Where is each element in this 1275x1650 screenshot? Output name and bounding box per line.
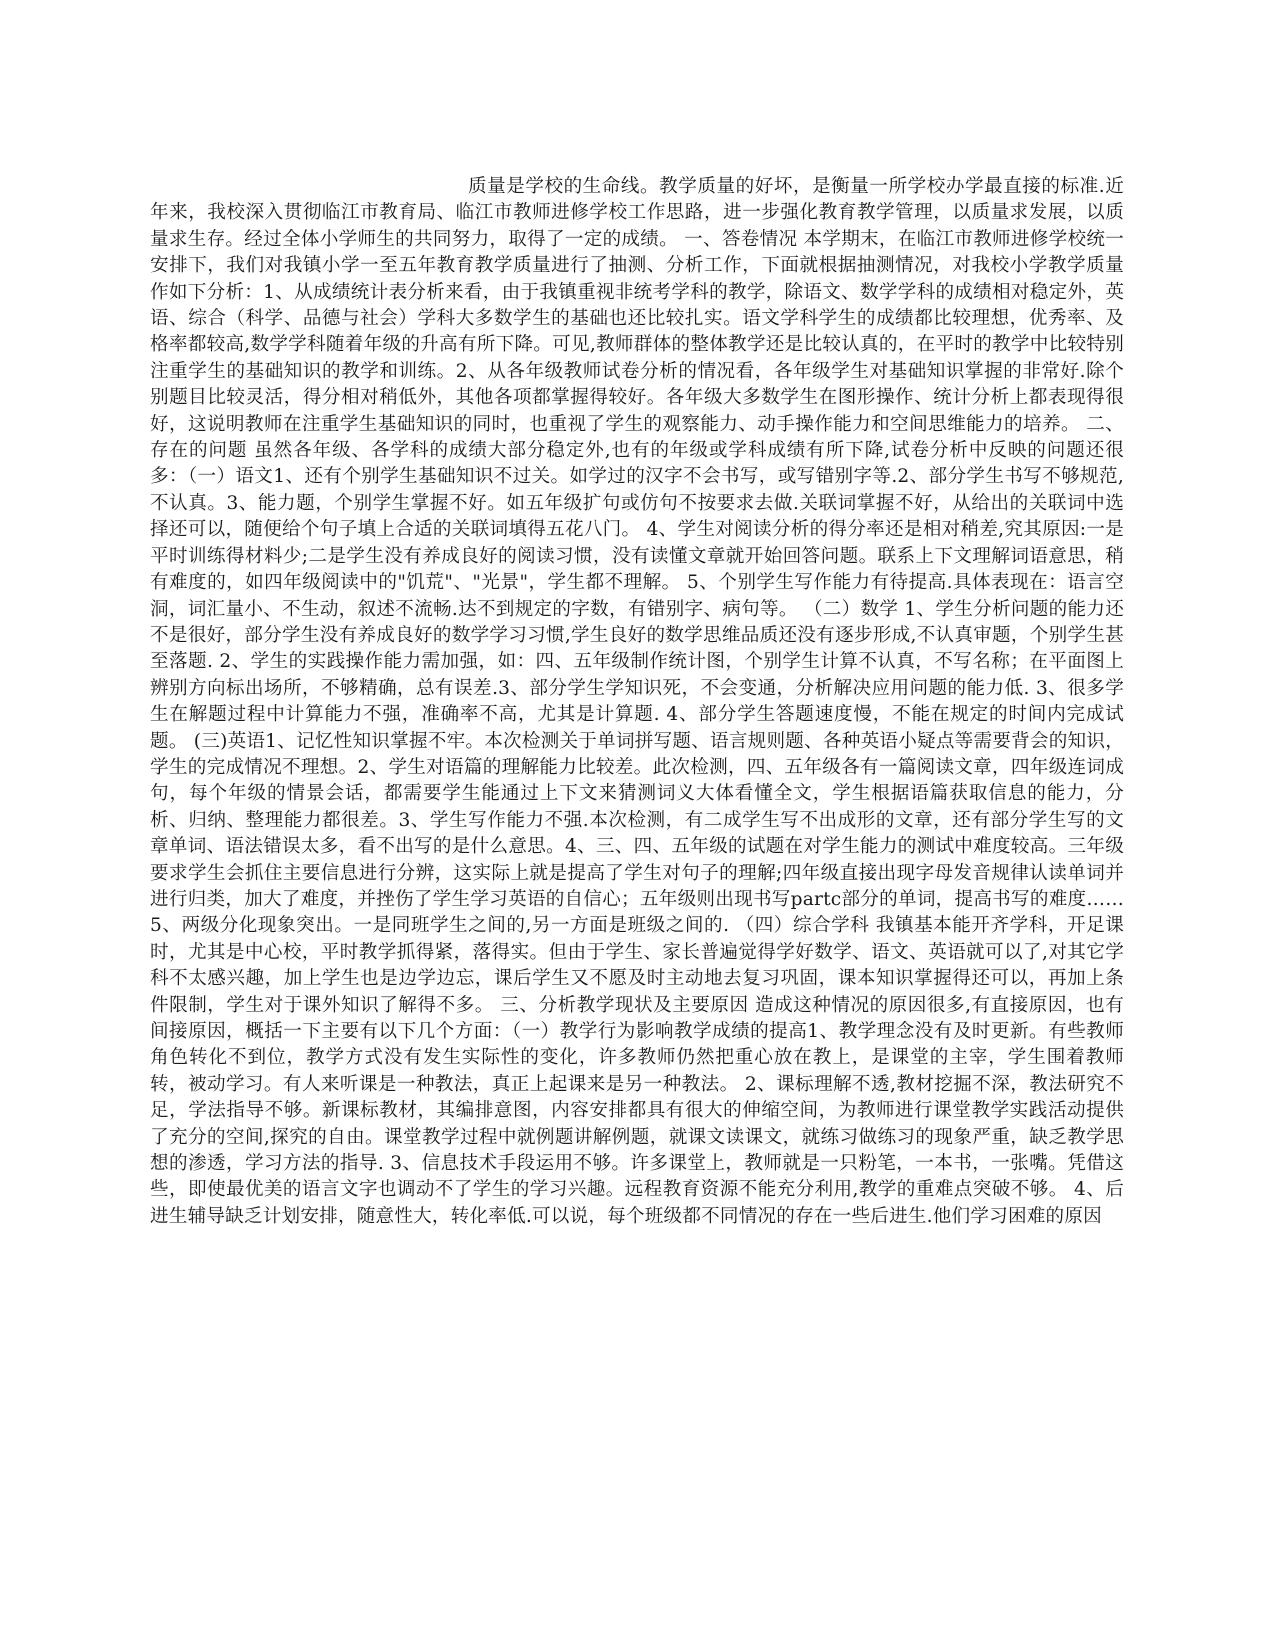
body-paragraph: 质量是学校的生命线。教学质量的好坏，是衡量一所学校办学最直接的标准.近年来，我校深入贯彻临江市教育局、临江市教师进修学校工作思路，进一步强化教育教学管理，以质量求发展，以质量求生存。经过全体小学师生的共同努力，取得了一定的成绩。 一、答卷情况 本学期末，在临江市教师进修学校统一安排下，我们对我镇小学一至五年教育教学质量进行了抽测、分析工作，下面就根据抽测情况，对我校小学教学质量作如下分析：1、从成绩统计表分析来看，由于我镇重视非统考学科的教学，除语文、数学学科的成绩相对稳定外，英语、综合（科学、品德与社会）学科大多数学生的基础也还比较扎实。语文学科学生的成绩都比较理想，优秀率、及格率都较高,数学学科随着年级的升高有所下降。可见,教师群体的整体教学还是比较认真的，在平时的教学中比较特别注重学生的基础知识的教学和训练。2、从各年级教师试卷分析的情况看，各年级学生对基础知识掌握的非常好.除个别题目比较灵活，得分相对稍低外，其他各项都掌握得较好。各年级大多数学生在图形操作、统计分析上都表现得很好，这说明教师在注重学生基础知识的同时，也重视了学生的观察能力、动手操作能力和空间思维能力的培养。 二、存在的问题 虽然各年级、各学科的成绩大部分稳定外,也有的年级或学科成绩有所下降,试卷分析中反映的问题还很多：（一）语文1、还有个别学生基础知识不过关。如学过的汉字不会书写，或写错别字等.2、部分学生书写不够规范,不认真。3、能力题，个别学生掌握不好。如五年级扩句或仿句不按要求去做.关联词掌握不好，从给出的关联词中选择还可以，随便给个句子填上合适的关联词填得五花八门。 4、学生对阅读分析的得分率还是相对稍差,究其原因:一是平时训练得材料少;二是学生没有养成良好的阅读习惯，没有读懂文章就开始回答问题。联系上下文理解词语意思，稍有难度的，如四年级阅读中的"饥荒"、"光景"，学生都不理解。 5、个别学生写作能力有待提高.具体表现在：语言空洞，词汇量小、不生动，叙述不流畅.达不到规定的字数，有错别字、病句等。 （二）数学 1、学生分析问题的能力还不是很好，部分学生没有养成良好的数学学习习惯,学生良好的数学思维品质还没有逐步形成,不认真审题，个别学生甚至落题. 2、学生的实践操作能力需加强，如：四、五年级制作统计图，个别学生计算不认真，不写名称；在平面图上辨别方向标出场所，不够精确，总有误差.3、部分学生学知识死，不会变通，分析解决应用问题的能力低. 3、很多学生在解题过程中计算能力不强，准确率不高，尤其是计算题. 4、部分学生答题速度慢，不能在规定的时间内完成试题。 (三)英语1、记忆性知识掌握不牢。本次检测关于单词拼写题、语言规则题、各种英语小疑点等需要背会的知识，学生的完成情况不理想。2、学生对语篇的理解能力比较差。此次检测，四、五年级各有一篇阅读文章，四年级连词成句，每个年级的情景会话，都需要学生能通过上下文来猜测词义大体看懂全文，学生根据语篇获取信息的能力，分析、归纳、整理能力都很差。3、学生写作能力不强.本次检测，有二成学生写不出成形的文章，还有部分学生写的文章单词、语法错误太多，看不出写的是什么意思。4、三、四、五年级的试题在对学生能力的测试中难度较高。三年级要求学生会抓住主要信息进行分辨，这实际上就是提高了学生对句子的理解;四年级直接出现字母发音规律认读单词并进行归类，加大了难度，并挫伤了学生学习英语的自信心；五年级则出现书写partc部分的单词，提高书写的难度…… 5、两级分化现象突出。一是同班学生之间的,另一方面是班级之间的. （四）综合学科 我镇基本能开齐学科，开足课时，尤其是中心校，平时教学抓得紧，落得实。但由于学生、家长普遍觉得学好数学、语文、英语就可以了,对其它学科不太感兴趣，加上学生也是边学边忘，课后学生又不愿及时主动地去复习巩固，课本知识掌握得还可以，再加上条件限制，学生对于课外知识了解得不多。 三、分析教学现状及主要原因 造成这种情况的原因很多,有直接原因，也有间接原因，概括一下主要有以下几个方面：（一）教学行为影响教学成绩的提高1、教学理念没有及时更新。有些教师角色转化不到位，教学方式没有发生实际性的变化，许多教师仍然把重心放在教上，是课堂的主宰，学生围着教师转，被动学习。有人来听课是一种教法，真正上起课来是另一种教法。 2、课标理解不透,教材挖掘不深，教法研究不足，学法指导不够。新课标教材，其编排意图，内容安排都具有很大的伸缩空间，为教师进行课堂教学实践活动提供了充分的空间,探究的自由。课堂教学过程中就例题讲解例题，就课文读课文，就练习做练习的现象严重，缺乏教学思想的渗透，学习方法的指导. 3、信息技术手段运用不够。许多课堂上，教师就是一只粉笔，一本书，一张嘴。凭借这些，即使最优美的语言文字也调动不了学生的学习兴趣。远程教育资源不能充分利用,教学的重难点突破不够。 4、后进生辅导缺乏计划安排，随意性大，转化率低.可以说，每个班级都不同情况的存在一些后进生.他们学习困难的原因 <box>150 176 1124 1227</box>
